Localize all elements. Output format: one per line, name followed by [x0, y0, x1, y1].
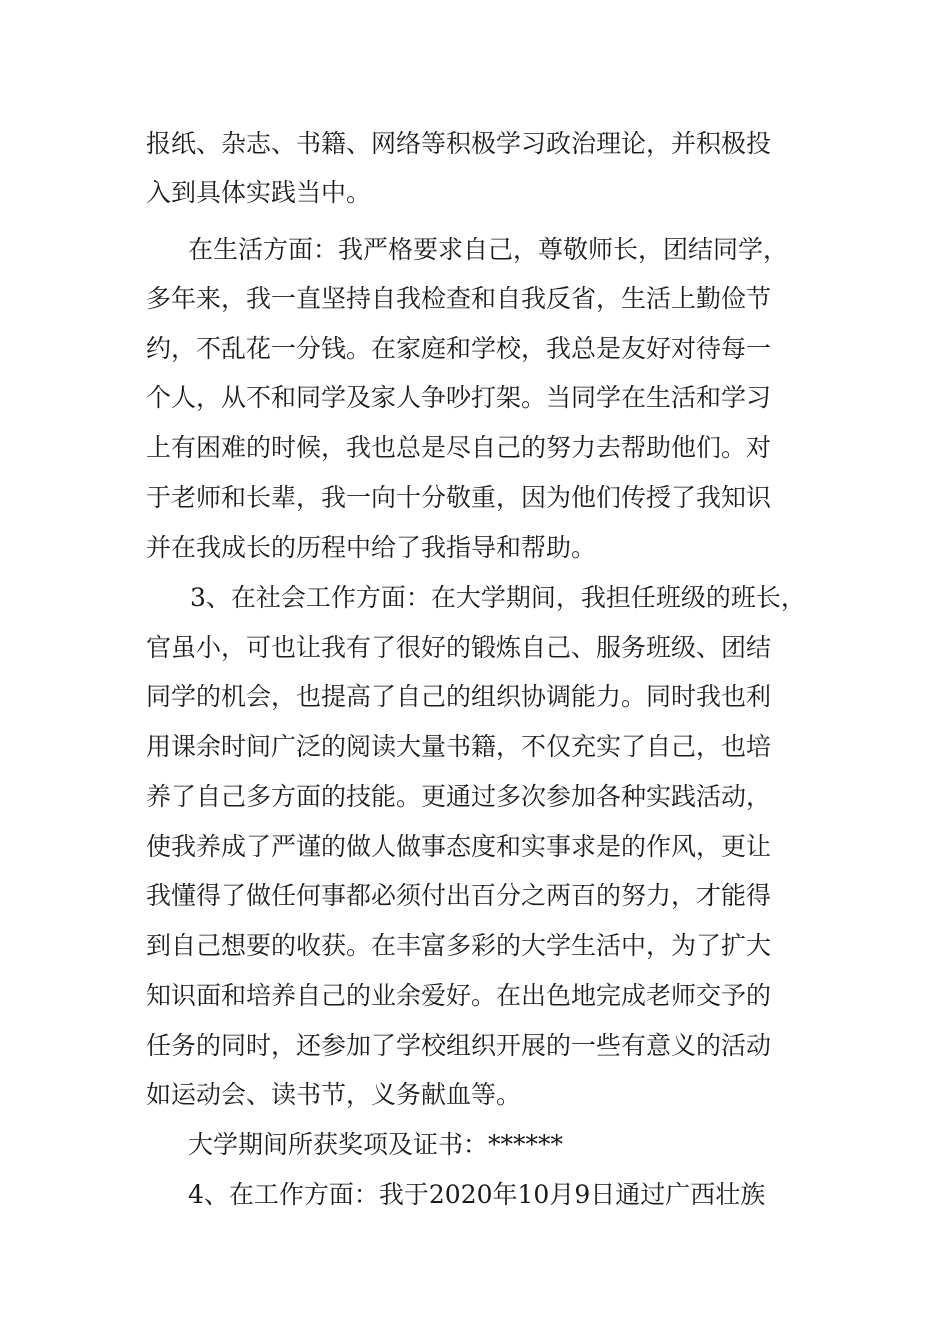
text-line: 养了自己多方面的技能。更通过多次参加各种实践活动，: [146, 782, 772, 811]
text-line: 用课余时间广泛的阅读大量书籍，不仅充实了自己，也培: [146, 732, 772, 761]
text-line: 官虽小，可也让我有了很好的锻炼自己、服务班级、团结: [146, 633, 772, 662]
text-line: 约，不乱花一分钱。在家庭和学校，我总是友好对待每一: [146, 334, 772, 363]
text-line: 使我养成了严谨的做人做事态度和实事求是的作风，更让: [146, 832, 772, 861]
text-line: 大学期间所获奖项及证书：******: [188, 1130, 564, 1159]
text-line: 3、在社会工作方面：在大学期间，我担任班级的班长，: [190, 583, 806, 612]
text-line: 到自己想要的收获。在丰富多彩的大学生活中，为了扩大: [146, 931, 772, 960]
text-line: 多年来，我一直坚持自我检查和自我反省，生活上勤俭节: [146, 284, 772, 313]
text-line: 同学的机会，也提高了自己的组织协调能力。同时我也利: [146, 682, 772, 711]
text-line: 如运动会、读书节，义务献血等。: [146, 1080, 522, 1109]
text-line: 并在我成长的历程中给了我指导和帮助。: [146, 533, 597, 562]
text-line: 我懂得了做任何事都必须付出百分之两百的努力，才能得: [146, 881, 772, 910]
text-line: 于老师和长辈，我一向十分敬重，因为他们传授了我知识: [146, 483, 772, 512]
text-line: 4、在工作方面：我于2020年10月9日通过广西壮族: [188, 1180, 766, 1209]
text-line: 入到具体实践当中。: [146, 178, 372, 207]
text-line: 个人，从不和同学及家人争吵打架。当同学在生活和学习: [146, 383, 772, 412]
text-line: 任务的同时，还参加了学校组织开展的一些有意义的活动: [146, 1031, 772, 1060]
text-line: 报纸、杂志、书籍、网络等积极学习政治理论，并积极投: [146, 129, 772, 158]
text-line: 知识面和培养自己的业余爱好。在出色地完成老师交予的: [146, 981, 772, 1010]
text-line: 上有困难的时候，我也总是尽自己的努力去帮助他们。对: [146, 433, 772, 462]
text-line: 在生活方面：我严格要求自己，尊敬师长，团结同学，: [188, 235, 789, 264]
